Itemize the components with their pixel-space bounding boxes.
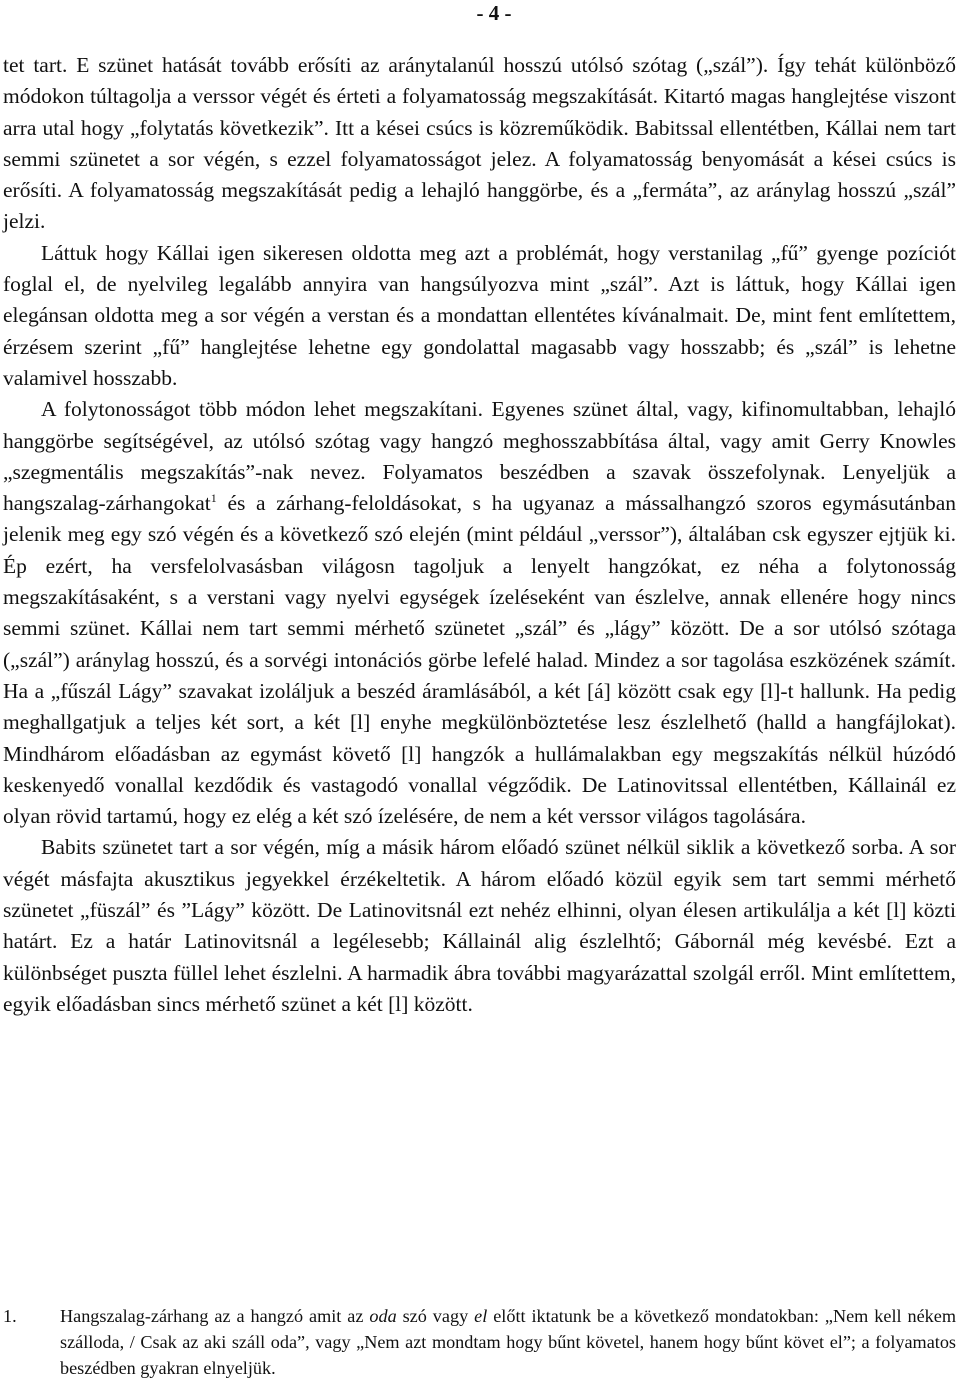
footnote-italic-el: el	[474, 1306, 488, 1326]
footnote-text-part-2: szó vagy	[396, 1306, 475, 1326]
paragraph-3-text-before-footnote: A folytonosságot több módon lehet megszakítani. Egyenes szünet által, vagy, kifinomultabban, lehajló hanggörbe segítségével, az utólsó szótag vagy hangzó meghosszabbítása által, vagy amit Gerry Knowles „szegmentális megszakítás”-nak nevez. Folyamatos beszédben a szavak összefolynak. Lenyeljük a hangszalag-zárhangokat	[3, 397, 956, 516]
footnote-italic-oda: oda	[369, 1306, 397, 1326]
paragraph-3-text-after-footnote: és a zárhang-feloldásokat, s ha ugyanaz a mássalhangzó szoros egymásutánban jelenik meg egy szó végén és a következő szó elején (mint például „verssor”), általában csk egyszer ejtjük ki. Ép ezért, ha versfelolvasásban világosn tagoljuk a lenyelt hangzókat, ez néha a folytonosság megszakításaként, s a verstani vagy nyelvi egységek ízeléseként van észlelve, annak ellenére hogy nincs semmi szünet. Kállai nem tart semmi mérhető szünetet „szál” és „lágy” között. De a sor utólsó szótaga („szál”) aránylag hosszú, és a sorvégi intonációs görbe lefelé halad. Mindez a sor tagolása eszközének számít. Ha a „fűszál Lágy” szavakat izoláljuk a beszéd áramlásából, a két [á] között csak egy [l]-t hallunk. Ha pedig meghallgatjuk a teljes két sort, a két [l] enyhe megkülönböztetése lesz észlelhető (halld a hangfájlokat). Mindhárom előadásban az egymást követő [l] hangzók a hullámalakban egy megszakítás nélkül húzódó keskenyedő vonallal kezdődik és vastagodó vonallal végződik. De Latinovitssal ellentétben, Kállainál ez olyan rövid tartamú, hogy ez elég a két szó ízelésére, de nem a két verssor világos tagolására.	[3, 491, 956, 829]
paragraph-3	[3, 394, 956, 832]
footnote-text-part-3: előtt iktatunk be a következő mondatokban: „Nem kell nékem szálloda, / Csak az aki száll oda”, vagy „Nem azt mondtam hogy bűnt követel, hanem hogy bűnt követ el”; a folyamatos beszédben gyakran elnyeljük.	[60, 1306, 956, 1378]
paragraph-4: Babits szünetet tart a sor végén, míg a másik három előadó szünet nélkül siklik a következő sorba. A sor végét másfajta akusztikus jegyekkel érzékeltetik. A három előadó közül egyik sem tart semmi mérhető szünetet „füszál” és ”Lágy” között. De Latinovitsnál ezt nehéz elhinni, olyan élesen artikulálja a két [l] közti határt. Ez a határ Latinovitsnál a legélesebb; Kállainál alig észlelhtő; Gábornál még kevésbé. Ezt a különbséget puszta füllel lehet észlelni. A harmadik ábra további magyarázattal szolgál erről. Mint említettem, egyik előadásban sincs mérhető szünet a két [l] között.	[3, 835, 956, 1016]
footnote-text	[60, 1303, 956, 1381]
footnote-text-part-1: Hangszalag-zárhang az a hangzó amit az	[60, 1306, 370, 1326]
paragraph-1: tet tart. E szünet hatását tovább erősíti az aránytalanúl hosszú utólsó szótag („szál”). Így tehát különböző módokon túltagolja a verssor végét és érteti a folyamatosság megszakítását. Kitartó magas hanglejtése viszont arra utal hogy „folytatás következik”. Itt a kései csúcs is közreműködik. Babitssal ellentétben, Kállai nem tart semmi szünetet a sor végén, s ezzel folyamatosságot jelez. A folyamatosság benyomását a kései csúcs is erősíti. A folyamatosság megszakítását pedig a lehajló hanggörbe, és a „fermáta”, az aránylag hosszú „szál” jelzi.	[3, 53, 956, 234]
paragraph-2: Láttuk hogy Kállai igen sikeresen oldotta meg azt a problémát, hogy verstanilag „fű” gyenge pozíciót foglal el, de nyelvileg legalább annyira van hangsúlyozva mint „szál”. Azt is láttuk, hogy Kállai igen elegánsan oldotta meg a sor végén a verstan és a mondattan ellentétes kívánalmait. De, mint fent említettem, érzésem szerint „fű” hanglejtése lehetne egy gondolattal magasabb vagy hosszabb; és „szál” is lehetne valamivel hosszabb.	[3, 240, 956, 390]
page-number: - 4 -	[476, 1, 512, 25]
body-text	[3, 50, 956, 1020]
footnote	[3, 1303, 956, 1381]
footnote-number: 1.	[3, 1306, 17, 1326]
footnote-reference: 1	[210, 491, 217, 505]
